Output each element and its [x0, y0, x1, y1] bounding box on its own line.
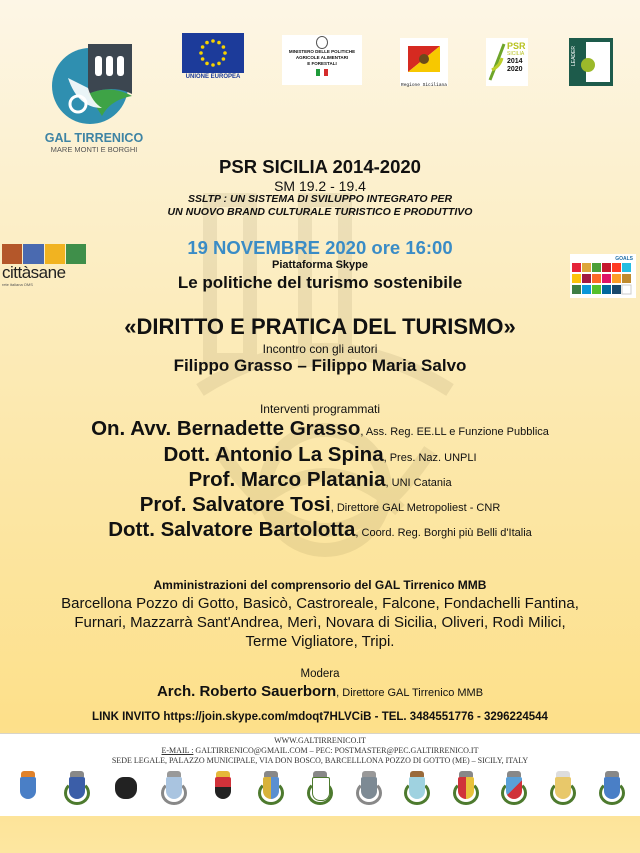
- event-topic: Le politiche del turismo sostenibile: [177, 273, 463, 292]
- towns-line-3: Terme Vigliatore, Tripi.: [245, 633, 395, 650]
- moderator-role: , Direttore GAL Tirrenico MMB: [336, 687, 484, 699]
- administrations-heading: Amministrazioni del comprensorio del GAL Tirrenico MMB: [153, 578, 487, 592]
- eu-label: UNIONE EUROPEA: [185, 74, 241, 80]
- footer-address: SEDE LEGALE, PALAZZO MUNICIPALE, VIA DON BOSCO, BARCELLLONA POZZO DI GOTTO (ME) – SICILY, ITALY: [111, 756, 529, 765]
- crest-icon: [257, 771, 285, 811]
- moderator-heading: Modera: [300, 668, 340, 680]
- event-date: 19 NOVEMBRE 2020 ore 16:00: [187, 237, 453, 258]
- ministry-line1: MINISTERO DELLE POLITICHE: [288, 49, 356, 54]
- speaker-name: On. Avv. Bernadette Grasso: [91, 417, 361, 440]
- speaker-name: Prof. Marco Platania: [188, 468, 386, 491]
- crest-icon: [355, 771, 383, 811]
- event-authors: Filippo Grasso – Filippo Maria Salvo: [173, 356, 467, 375]
- footer: [0, 733, 640, 816]
- speaker-item: [0, 493, 640, 517]
- crest-icon: [160, 771, 188, 811]
- program-ssltp: [0, 193, 640, 219]
- program-measure: SM 19.2 - 19.4: [274, 178, 366, 194]
- crest-icon: [14, 771, 42, 811]
- leader-label: LEADER: [571, 46, 577, 67]
- leader-logo: [569, 38, 613, 86]
- gal-tirrenico-logo-icon: [48, 38, 138, 128]
- speaker-item: [0, 468, 640, 492]
- speaker-role: , Direttore GAL Metropoliest - CNR: [330, 502, 501, 514]
- citta-sane-label: cittàsane: [2, 263, 66, 282]
- footer-email: [0, 746, 640, 755]
- footer-website[interactable]: WWW.GALTIRRENICO.IT: [274, 736, 366, 745]
- psr-year-1: 2014: [507, 58, 523, 65]
- speaker-name: Prof. Salvatore Tosi: [139, 493, 331, 516]
- event-title: «DIRITTO E PRATICA DEL TURISMO»: [124, 314, 516, 339]
- moderator: [0, 683, 640, 700]
- trinacria-icon: [400, 38, 448, 78]
- crest-icon: [306, 771, 334, 811]
- crest-icon: [452, 771, 480, 811]
- event-platform: Piattaforma Skype: [272, 259, 368, 271]
- speaker-role: , Ass. Reg. EE.LL e Funzione Pubblica: [360, 426, 549, 438]
- citta-sane-sub: rete italiana OMS: [2, 282, 33, 287]
- gal-name: GAL TIRRENICO: [44, 131, 144, 145]
- email-addresses[interactable]: GALTIRRENICO@GMAIL.COM – PEC: POSTMASTER@PEC.GALTIRRENICO.IT: [193, 746, 479, 755]
- italian-flag-icon: [282, 69, 362, 76]
- eu-flag-icon: [182, 33, 244, 73]
- gal-subtitle: MARE MONTI E BORGHI: [50, 145, 138, 154]
- region-label: Regione Siciliana: [401, 83, 447, 88]
- speaker-item: [0, 518, 640, 542]
- speaker-name: Dott. Antonio La Spina: [163, 443, 384, 466]
- psr-year-2: 2020: [507, 66, 523, 73]
- regione-siciliana-logo: [400, 38, 448, 86]
- ssltp-line-1: SSLTP : UN SISTEMA DI SVILUPPO INTEGRATO PER: [187, 193, 453, 205]
- program-title: PSR SICILIA 2014-2020: [219, 156, 421, 177]
- crest-icon: [63, 771, 91, 811]
- crest-icon: [549, 771, 577, 811]
- speaker-role: , UNI Catania: [385, 477, 452, 489]
- ministry-logo: [282, 35, 362, 85]
- speaker-name: Dott. Salvatore Bartolotta: [108, 518, 356, 541]
- invite-link-line[interactable]: LINK INVITO https://join.skype.com/mdoqt7HLVCiB - TEL. 3484551776 - 3296224544: [92, 711, 548, 723]
- event-intro: Incontro con gli autori: [262, 342, 378, 356]
- municipal-crests: [0, 771, 640, 811]
- ministry-line3: E FORESTALI: [307, 61, 337, 66]
- crest-icon: [500, 771, 528, 811]
- speaker-item: [0, 417, 640, 441]
- towns-line-1: Barcellona Pozzo di Gotto, Basicò, Castroreale, Falcone, Fondachelli Fantina,: [61, 595, 579, 612]
- psr-sicilia-logo: [486, 38, 528, 86]
- speaker-item: [0, 443, 640, 467]
- ministry-line2: AGRICOLE ALIMENTARI: [295, 55, 349, 60]
- crest-icon: [209, 771, 237, 811]
- towns-line-2: Furnari, Mazzarrà Sant'Andrea, Merì, Novara di Sicilia, Oliveri, Rodì Milici,: [74, 614, 566, 631]
- email-label: E-MAIL :: [161, 746, 194, 755]
- italian-emblem-icon: [316, 36, 328, 49]
- crest-icon: [112, 771, 140, 811]
- psr-sub: SICILIA: [507, 51, 525, 57]
- psr-title: PSR: [507, 41, 526, 51]
- speaker-role: , Pres. Naz. UNPLI: [383, 452, 477, 464]
- speaker-role: , Coord. Reg. Borghi più Belli d'Italia: [355, 527, 532, 539]
- ssltp-line-2: UN NUOVO BRAND CULTURALE TURISTICO E PRODUTTIVO: [167, 206, 473, 218]
- crest-icon: [403, 771, 431, 811]
- towns-list: [0, 594, 640, 651]
- sdg-goals-label: GOALS: [615, 256, 633, 262]
- speakers-heading: Interventi programmati: [259, 402, 381, 416]
- wheat-icon: [488, 40, 506, 84]
- moderator-name: Arch. Roberto Sauerborn: [156, 683, 337, 700]
- eu-logo: [182, 33, 244, 83]
- crest-icon: [598, 771, 626, 811]
- leader-seed-icon: [581, 58, 595, 72]
